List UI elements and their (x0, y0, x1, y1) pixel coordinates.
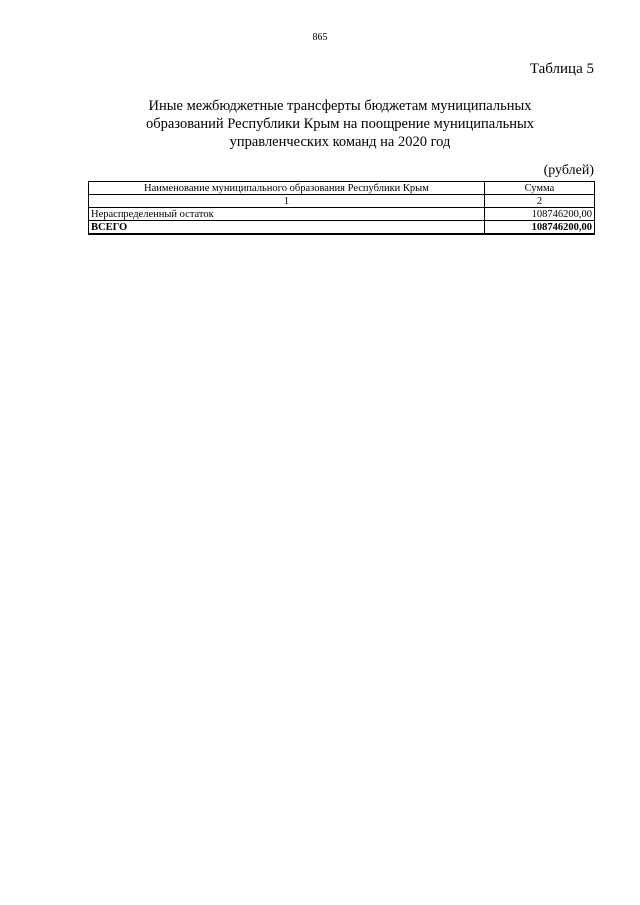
row-name: Нераспределенный остаток (89, 208, 485, 221)
document-title (90, 97, 590, 151)
unit-label: (рублей) (543, 163, 594, 178)
row-sum: 108746200,00 (484, 208, 594, 221)
title-line-3: управленческих команд на 2020 год (229, 134, 451, 150)
transfers-table (88, 181, 595, 235)
header-municipality-name: Наименование муниципального образования Республики Крым (89, 182, 485, 195)
page-number: 865 (312, 32, 328, 43)
title-line-1: Иные межбюджетные трансферты бюджетам муниципальных (148, 98, 532, 114)
column-number-row (89, 195, 595, 208)
column-number-2: 2 (484, 195, 594, 208)
total-row (89, 221, 595, 235)
table-header-row (89, 182, 595, 195)
column-number-1: 1 (89, 195, 485, 208)
table-label: Таблица 5 (529, 61, 594, 77)
header-sum: Сумма (484, 182, 594, 195)
title-line-2: образований Республики Крым на поощрение муниципальных (146, 116, 534, 132)
table-row (89, 208, 595, 221)
total-label: ВСЕГО (89, 221, 485, 235)
total-sum: 108746200,00 (484, 221, 594, 235)
